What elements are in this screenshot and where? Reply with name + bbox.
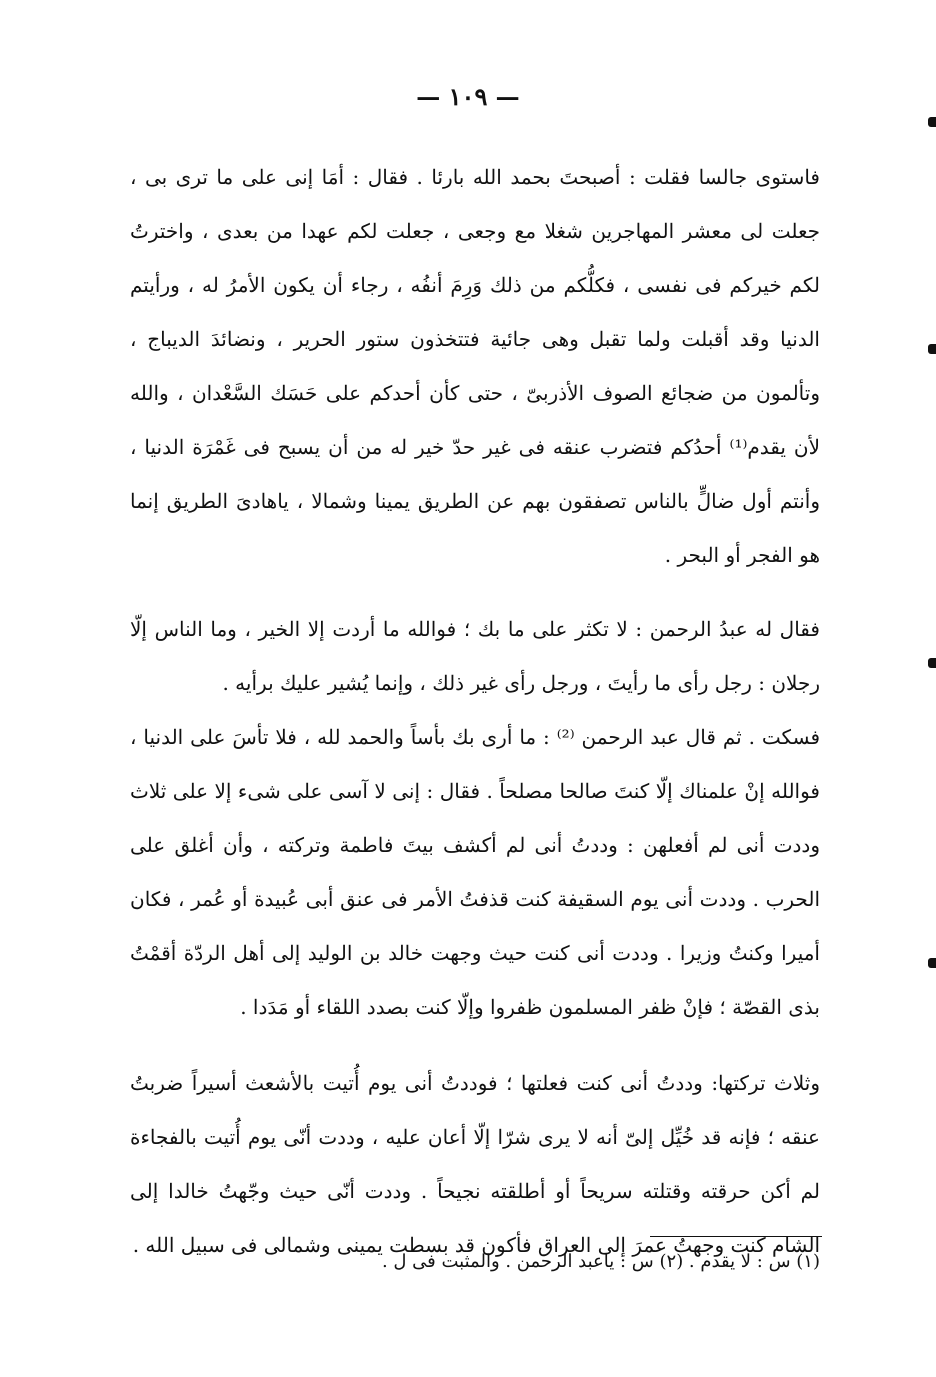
main-text (130, 150, 820, 1272)
paragraph-4: وثلاث تركتها: وددتُ أنى كنت فعلتها ؛ فوددتُ أنى يوم أُتيت بالأشعث أسيراً ضربتُ عنقه ؛ فإنه قد خُيِّل إلىّ أنه لا يرى شرّا إلّا أعان عليه ، وددت أنّى يوم أُتيت بالفجاءة لم أكن حرقته وقتلته سريحاً أو أطلقته نجيحاً . وددت أنّى حيث وجّهتُ خالدا إلى الشام كنت وجهتُ عمرَ إلى العراق فأكون قد بسطت يمينى وشمالى فى سبيل الله . (130, 1071, 820, 1257)
paragraph-2: فقال له عبدُ الرحمن : لا تكثر على ما بك ؛ فوالله ما أردت إلا الخير ، وما الناس إلّا رجلان : رجل رأى ما رأيتَ ، ورجل رأى غير ذلك ، وإنما يُشير عليك برأيه . (130, 617, 820, 695)
page-number: — ١٠٩ — (416, 82, 520, 111)
margin-mark (928, 117, 936, 127)
margin-mark (928, 958, 936, 968)
margin-mark (928, 658, 936, 668)
footnote: (١) س : لا يقدم . (٢) س : ياعبد الرحمن . والمثبت فى ل . (381, 1251, 820, 1272)
footnote-divider (650, 1236, 822, 1237)
margin-mark (928, 344, 936, 354)
paragraph-1: فاستوى جالسا فقلت : أصبحتَ بحمد الله بارئا . فقال : أمَا إنى على ما ترى بى ، جعلت لى معشر المهاجرين شغلا مع وجعى ، جعلت لكم عهدا من بعدى ، واخترتُ لكم خيركم فى نفسى ، فكلُّكم من ذلك وَرِمَ أنفُه ، رجاء أن يكون الأمرُ له ، ورأيتم الدنيا وقد أقبلت ولما تقبل وهى جائية فتتخذون ستور الحرير ، ونضائدَ الديباج ، وتألمون من ضجائع الصوف الأذربىّ ، حتى كأن أحدكم على حَسَك السَّعْدان ، والله لأن يقدم⁽¹⁾ أحدُكم فتضرب عنقه فى غير حدّ خير له من أن يسبح فى غَمْرَة الدنيا ، وأنتم أول ضالٍّ بالناس تصفقون بهم عن الطريق يمينا وشمالا ، ياهادىَ الطريق إنما هو الفجر أو البحر . (130, 165, 821, 567)
paragraph-3: فسكت . ثم قال عبد الرحمن ⁽²⁾ : ما أرى بك بأساً والحمد لله ، فلا تأسَ على الدنيا ، فوالله إنْ علمناك إلّا كنتَ صالحا مصلحاً . فقال : إنى لا آسى على شىء إلا على ثلاث وددت أنى لم أفعلهن : وددتُ أنى لم أكشف بيتَ فاطمة وتركته ، وأن أغلق على الحرب . وددت أنى يوم السقيفة كنت قذفتُ الأمر فى عنق أبى عُبيدة أو عُمر ، فكان أميرا وكنتُ وزيرا . وددت أنى كنت حيث وجهت خالد بن الوليد إلى أهل الردّة أقمْتُ بذى القصّة ؛ فإنْ ظفر المسلمون ظفروا وإلّا كنت بصدد اللقاء أو مَدَدا . (130, 725, 821, 1019)
